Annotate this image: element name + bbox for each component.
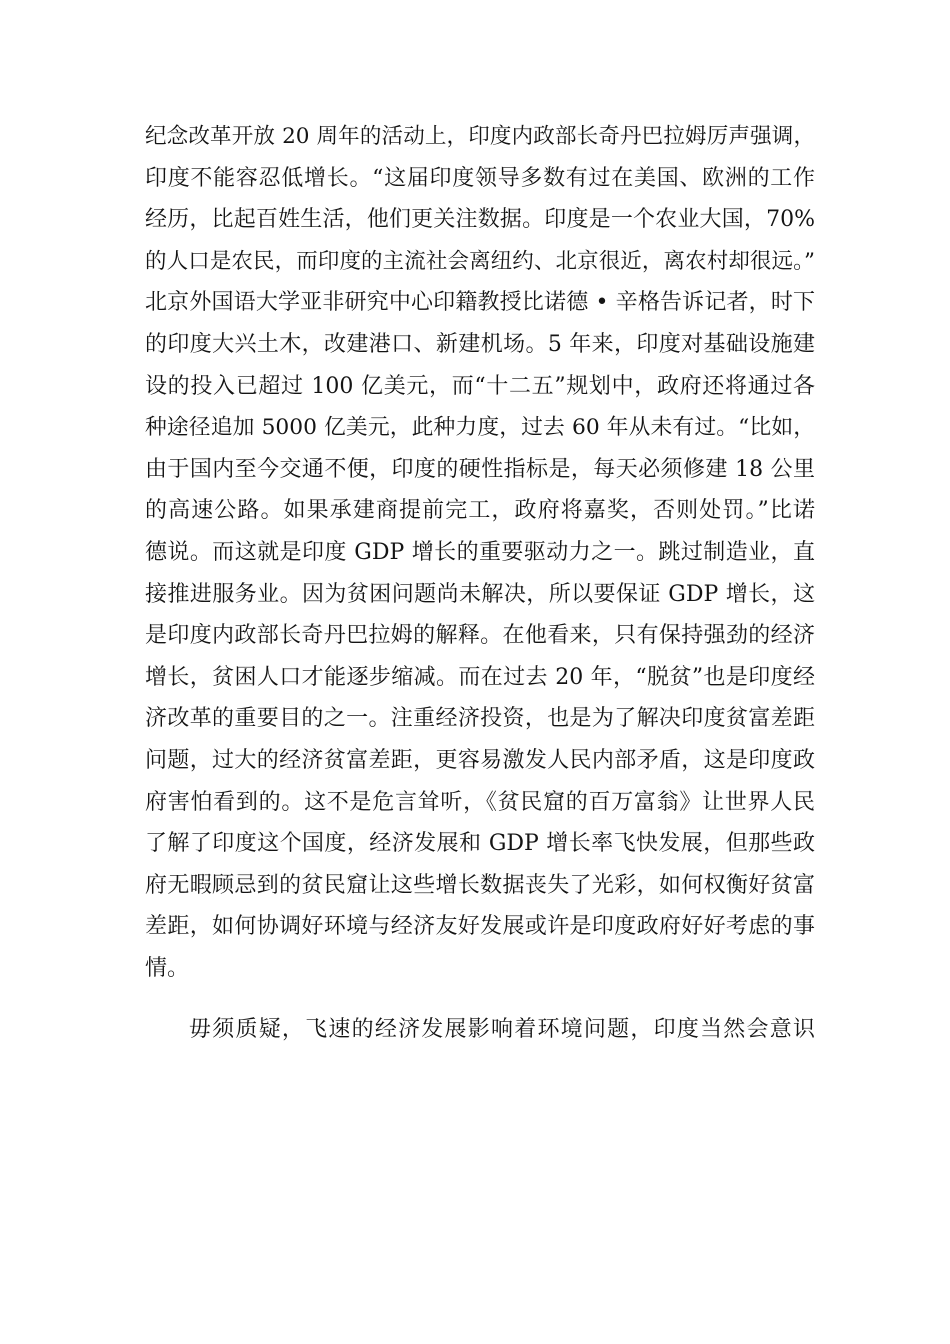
text-line: 毋须质疑，飞速的经济发展影响着环境问题，印度当然会意识 — [189, 1017, 815, 1043]
text-line: 增长，贫困人口才能逐步缩减。而在过去 20 年，“脱贫”也是印度经 — [145, 664, 815, 690]
text-line: 由于国内至今交通不便，印度的硬性指标是，每天必须修建 18 公里 — [145, 456, 815, 482]
text-line: 种途径追加 5000 亿美元，此种力度，过去 60 年从未有过。“比如， — [145, 415, 815, 441]
text-line: 的人口是农民，而印度的主流社会离纽约、北京很近，离农村却很远。” — [145, 248, 815, 274]
paragraph — [145, 1009, 815, 1051]
text-line: 济改革的重要目的之一。注重经济投资，也是为了解决印度贫富差距 — [145, 706, 815, 732]
text-line: 了解了印度这个国度，经济发展和 GDP 增长率飞快发展，但那些政 — [145, 831, 815, 857]
text-line: 府害怕看到的。这不是危言耸听，《贫民窟的百万富翁》让世界人民 — [145, 789, 815, 815]
paragraph — [145, 116, 815, 989]
text-line: 问题，过大的经济贫富差距，更容易激发人民内部矛盾，这是印度政 — [145, 747, 815, 773]
text-line: 府无暇顾忌到的贫民窟让这些增长数据丧失了光彩，如何权衡好贫富 — [145, 872, 815, 898]
text-line: 情。 — [145, 955, 190, 981]
text-line: 接推进服务业。因为贫困问题尚未解决，所以要保证 GDP 增长，这 — [145, 581, 815, 607]
text-line: 差距，如何协调好环境与经济友好发展或许是印度政府好好考虑的事 — [145, 914, 815, 940]
text-line: 纪念改革开放 20 周年的活动上，印度内政部长奇丹巴拉姆厉声强调， — [145, 124, 815, 149]
text-line: 是印度内政部长奇丹巴拉姆的解释。在他看来，只有保持强劲的经济 — [145, 623, 815, 649]
text-line: 德说。而这就是印度 GDP 增长的重要驱动力之一。跳过制造业，直 — [145, 539, 815, 565]
text-line: 的高速公路。如果承建商提前完工，政府将嘉奖，否则处罚。”比诺 — [145, 498, 815, 524]
text-line: 北京外国语大学亚非研究中心印籍教授比诺德 • 辛格告诉记者，时下 — [145, 290, 815, 316]
text-line: 经历，比起百姓生活，他们更关注数据。印度是一个农业大国，70% — [145, 207, 815, 233]
paragraph-spacer — [145, 989, 815, 1009]
text-line: 印度不能容忍低增长。“这届印度领导多数有过在美国、欧洲的工作 — [145, 165, 815, 191]
body-text — [145, 116, 815, 1051]
text-line: 的印度大兴土木，改建港口、新建机场。5 年来，印度对基础设施建 — [145, 331, 815, 357]
text-line: 设的投入已超过 100 亿美元，而“十二五”规划中，政府还将通过各 — [145, 373, 815, 399]
